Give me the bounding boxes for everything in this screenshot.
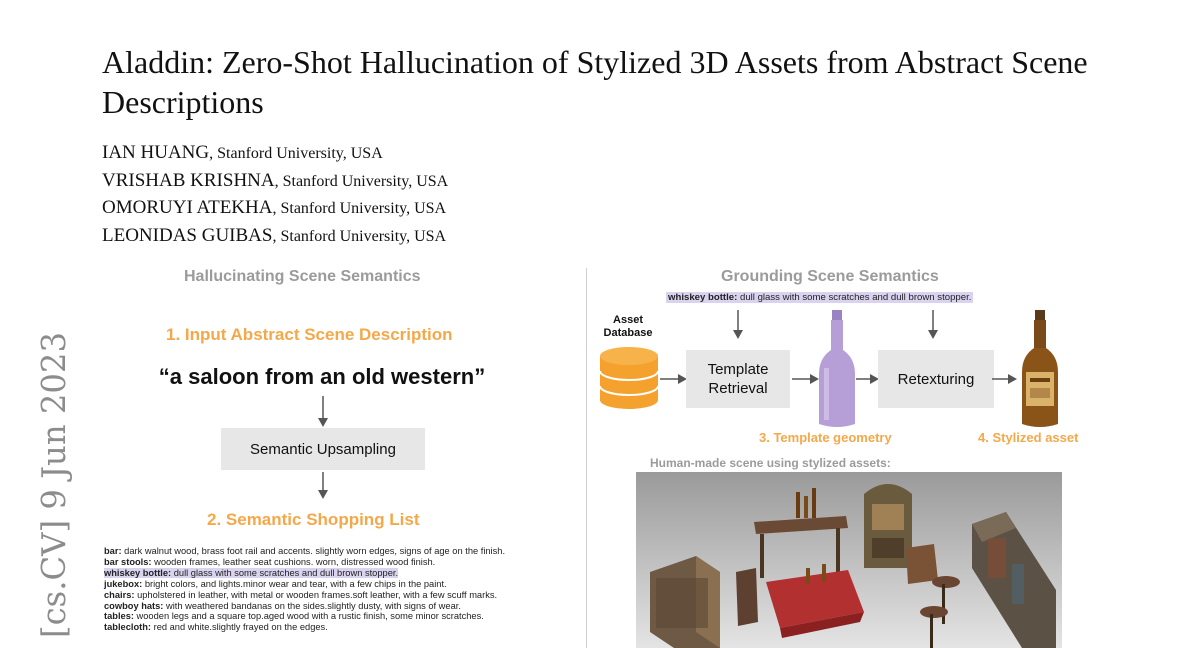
author-name: IAN HUANG xyxy=(102,142,210,163)
author-affiliation: , Stanford University, USA xyxy=(209,145,383,162)
author-name: LEONIDAS GUIBAS xyxy=(102,224,273,246)
down-arrow-icon xyxy=(316,396,330,428)
down-arrow-icon xyxy=(926,310,940,342)
step2-label: 2. Semantic Shopping List xyxy=(207,510,420,529)
list-item: bar: dark walnut wood, brass foot rail and accents. slightly worn edges, signs of age on the finish. xyxy=(104,546,506,556)
paper-title: Aladdin: Zero-Shot Hallucination of Stylized 3D Assets from Abstract Scene Descriptions xyxy=(102,44,1088,120)
semantic-upsampling-box: Semantic Upsampling xyxy=(221,428,425,470)
list-item: jukebox: bright colors, and lights.minor wear and tear, with a few chips in the paint. xyxy=(104,578,447,589)
figure-divider xyxy=(586,268,587,648)
asset-database-label: Asset Database xyxy=(603,314,653,339)
step3-label: 3. Template geometry xyxy=(759,430,892,445)
author-affiliation: , Stanford University, USA xyxy=(274,172,449,190)
list-item: tablecloth: red and white.slightly frayed on the edges. xyxy=(104,622,328,633)
author-affiliation: , Stanford University, USA xyxy=(272,200,447,217)
author-affiliation: , Stanford University, USA xyxy=(272,227,447,245)
whiskey-bottle-description: whiskey bottle: dull glass with some scratches and dull brown stopper. xyxy=(668,292,972,303)
left-section-heading: Hallucinating Scene Semantics xyxy=(184,268,421,285)
right-arrow-icon xyxy=(992,372,1018,386)
template-retrieval-box: Template Retrieval xyxy=(686,350,790,408)
list-item: bar stools: wooden frames, leather seat cushions. worn, distressed wood finish. xyxy=(104,556,436,567)
right-arrow-icon xyxy=(660,372,688,386)
author-name: OMORUYI ATEKHA xyxy=(102,197,273,218)
scene-description-quote: “a saloon from an old western” xyxy=(158,364,486,389)
list-item: tables: wooden legs and a square top.aged wood with a rustic finish, some minor scratches. xyxy=(104,611,484,622)
shopping-list xyxy=(104,546,505,633)
database-icon xyxy=(598,344,660,412)
list-item: whiskey bottle: dull glass with some scratches and dull brown stopper. xyxy=(104,567,399,578)
right-section-heading: Grounding Scene Semantics xyxy=(721,268,939,285)
scene-caption: Human-made scene using stylized assets: xyxy=(650,456,891,470)
stylized-scene-image xyxy=(636,472,1062,648)
retexturing-box: Retexturing xyxy=(878,350,994,408)
list-item: cowboy hats: with weathered bandanas on the sides.slightly dusty, with signs of wear. xyxy=(104,600,461,611)
author-name: VRISHAB KRISHNA xyxy=(102,169,275,191)
arxiv-stamp-text: [cs.CV] 9 Jun 2023 xyxy=(34,330,73,638)
template-bottle-icon xyxy=(816,308,858,430)
down-arrow-icon xyxy=(731,310,745,342)
down-arrow-icon xyxy=(316,472,330,500)
step1-label: 1. Input Abstract Scene Description xyxy=(166,325,453,344)
right-arrow-icon xyxy=(856,372,880,386)
list-item: chairs: upholstered in leather, with metal or wooden frames.soft leather, with a few scuff marks. xyxy=(104,589,498,600)
step4-label: 4. Stylized asset xyxy=(978,430,1079,445)
stylized-bottle-icon xyxy=(1018,308,1062,430)
